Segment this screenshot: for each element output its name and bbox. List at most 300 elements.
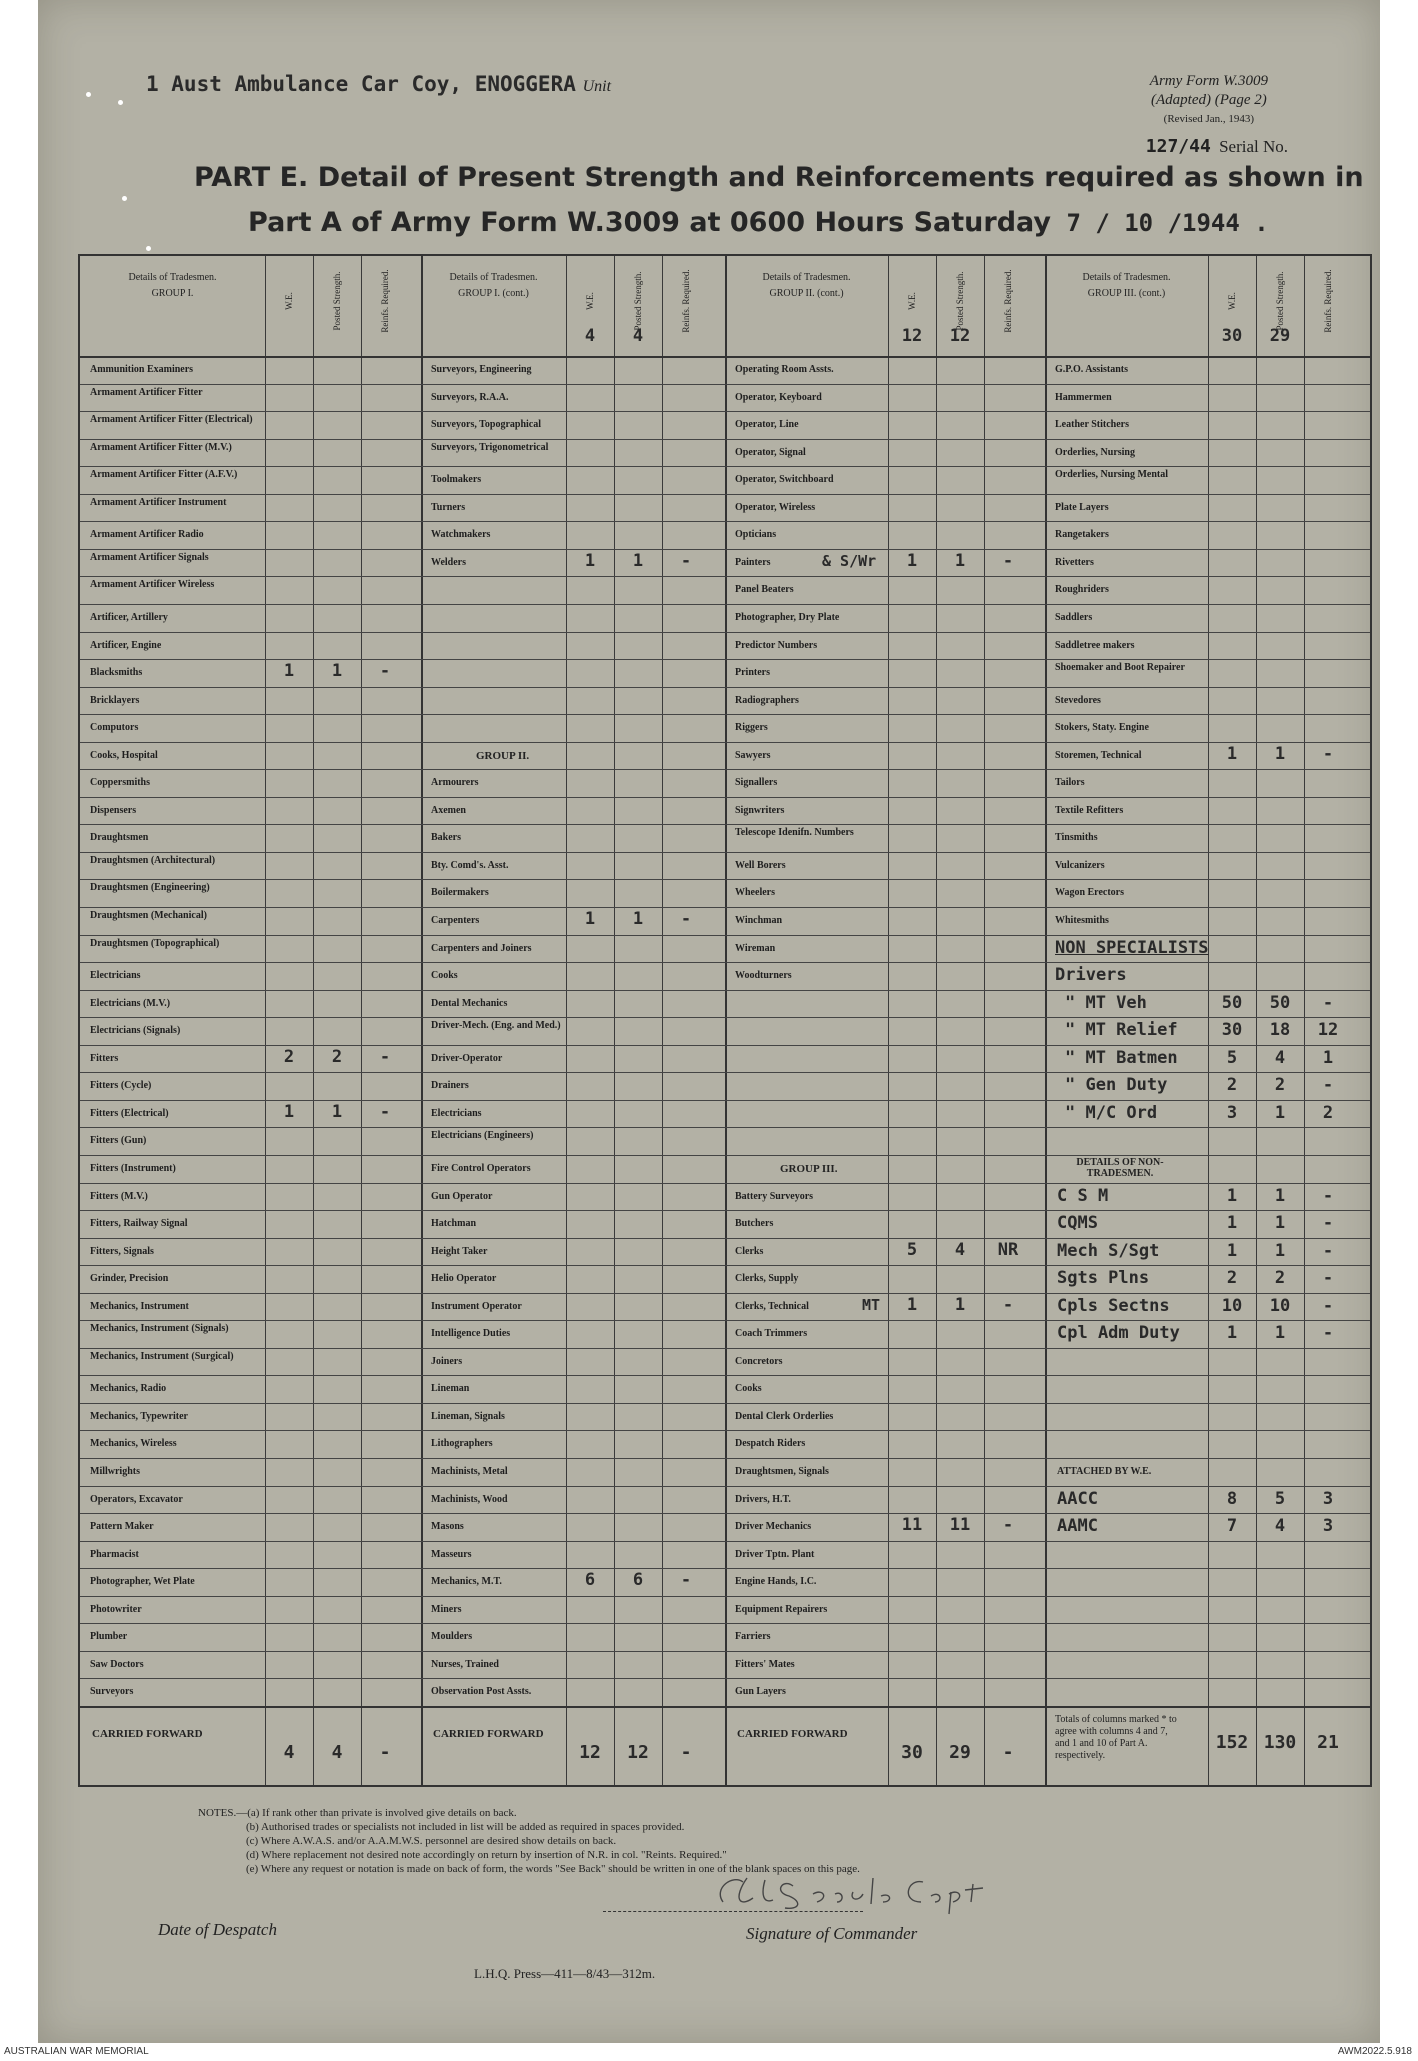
strength-value: 2 [283,1046,295,1067]
column-divider [1208,256,1209,1785]
group-heading: GROUP I. [151,288,194,299]
column-divider [265,256,266,1785]
trade-label: Grinder, Precision [90,1273,169,1285]
non-tradesman-label: Sgts Plns [1057,1268,1150,1289]
trade-label: Winchman [735,915,783,926]
trade-label: Computors [90,722,139,734]
strength-value: 3 [1322,1488,1334,1509]
trade-label: Drivers, H.T. [735,1493,791,1505]
trade-label: Nurses, Trained [431,1658,499,1670]
trade-label: Signallers [735,777,778,789]
row-rule [80,632,1370,633]
trade-label: Roughriders [1055,584,1109,596]
totals-note: Totals of columns marked * to agree with columns 4 and 7, and 1 and 10 of Part A. respectively. [1055,1713,1177,1761]
trade-label: Orderlies, Nursing [1055,446,1135,458]
row-rule [80,1238,1370,1239]
row-rule [80,521,1370,522]
trade-label: Whitesmiths [1055,915,1109,926]
trade-label: Photographer, Wet Plate [90,1576,195,1588]
trade-label: Lithographers [431,1438,493,1450]
row-rule [80,852,1370,853]
strength-value: 5 [1226,1047,1238,1068]
strength-value: 50 [1269,992,1291,1013]
trade-label: Masons [431,1521,464,1533]
row-rule [80,1458,1370,1459]
trade-label: Radiographers [735,694,799,706]
trade-label: Photographer, Dry Plate [735,611,840,623]
trade-label: Mechanics, Instrument (Surgical) [90,1350,234,1362]
group-heading: GROUP II. (cont.) [769,288,844,299]
trade-label: Turners [431,501,466,513]
row-rule [80,935,1370,936]
trade-label: Fitters (M.V.) [90,1190,148,1202]
strength-value: 1 [1226,743,1238,764]
trade-label: Tinsmiths [1055,832,1098,844]
trade-label: Driver Tptn. Plant [735,1548,815,1560]
trade-label: Stokers, Staty. Engine [1055,722,1149,734]
trade-label: Draughtsmen, Signals [735,1466,829,1477]
trade-label: Armament Artificer Fitter (M.V.) [90,441,232,453]
strength-value: 10 [1269,1295,1291,1316]
group-heading: GROUP III. (cont.) [1087,288,1166,299]
trade-label: Operators, Excavator [90,1493,183,1505]
trade-label: Joiners [431,1355,463,1367]
column-divider [313,256,314,1785]
column-we-header: W.E. [1227,292,1237,310]
row-rule [80,1403,1370,1404]
trade-label: Well Borers [735,859,786,871]
carried-forward-value: 12 [627,1741,649,1763]
trade-label: Rangetakers [1055,529,1109,541]
note-line: (e) Where any request or notation is made on back of form, the words "See Back" should be written in one of the blank spaces on this page. [246,1863,860,1875]
row-rule [80,384,1370,385]
trade-label: Bty. Comd's. Asst. [431,859,509,871]
trade-label: Welders [431,556,466,568]
trade-label: Armament Artificer Signals [90,551,209,563]
trade-label: Mechanics, Typewriter [90,1410,188,1422]
trade-label: Fitters [90,1052,119,1064]
group-heading: GROUP II. [476,749,530,762]
row-rule [80,604,1370,605]
trade-label: Draughtsmen (Topographical) [90,937,220,949]
column-reinfs-header: Reinfs. Required. [1323,269,1333,333]
row-rule [80,1651,1370,1652]
trade-label: Dental Clerk Orderlies [735,1410,834,1422]
row-rule [80,962,1370,963]
strength-value: 2 [1274,1075,1286,1096]
strength-value: 8 [1226,1488,1238,1509]
trade-label: Clerks, Technical [735,1300,809,1312]
strength-value: 1 [1226,1240,1238,1261]
row-rule [80,1348,1370,1349]
column-posted-header: Posted Strength. [955,271,965,331]
trade-label: Clerks, Supply [735,1273,799,1285]
commander-signature [703,1868,1003,1920]
strength-value: 30 [1221,1020,1243,1041]
trade-label: Blacksmiths [90,667,143,679]
strength-value: 4 [1274,1516,1286,1537]
strength-value: 5 [906,1239,918,1260]
serial-number [1146,136,1288,157]
strength-value: 1 [1274,1323,1286,1344]
column-we-header: W.E. [907,292,917,310]
column-divider [984,256,985,1785]
signature-of-commander-label: Signature of Commander [746,1924,918,1943]
trade-label: Intelligence Duties [431,1328,511,1340]
strength-value: 1 [1274,1185,1286,1206]
strength-value: 2 [1226,1075,1238,1096]
column-posted-header: Posted Strength. [332,271,342,331]
trade-label: Wagon Erectors [1055,887,1124,899]
trade-label: Armament Artificer Wireless [90,579,215,591]
non-tradesman-label: Mech S/Sgt [1057,1240,1160,1261]
row-rule [80,1210,1370,1211]
trade-label: Driver-Operator [431,1052,503,1064]
serial-value: 127/44 [1145,136,1211,157]
column-divider [936,256,937,1785]
trade-label: Wireman [735,942,776,954]
strength-value: NR [997,1239,1019,1260]
trade-label: Mechanics, Wireless [90,1438,177,1450]
typed-trade-label: " Gen Duty [1065,1075,1168,1096]
column-header [729,272,884,300]
trade-label: Electricians (M.V.) [90,997,171,1009]
strength-value: 1 [1274,1240,1286,1261]
carried-forward-value: 4 [283,1741,295,1763]
strength-value: 1 [954,550,966,571]
trade-label: Fitters (Instrument) [90,1162,176,1174]
typed-trade-label: " M/C Ord [1065,1102,1158,1123]
carried-forward-value: 4 [331,1741,343,1763]
trade-label: Operator, Line [735,419,799,431]
form-adapted: (Adapted) (Page 2) [1151,92,1267,108]
row-rule [80,1265,1370,1266]
details-of-tradesmen: Details of Tradesmen. [449,272,538,283]
group-heading: GROUP I. (cont.) [458,288,529,299]
column-we-header: W.E. [284,292,294,310]
strength-value: 50 [1221,992,1243,1013]
trade-label: Surveyors, Engineering [431,364,532,375]
typed-trade-label: " MT Relief [1065,1020,1178,1041]
carried-forward-value: 30 [901,1741,923,1763]
strength-value: 3 [1226,1102,1238,1123]
strength-value: 2 [1322,1102,1334,1123]
row-rule [80,1486,1370,1487]
row-rule [80,1100,1370,1101]
column-reinfs-header: Reinfs. Required. [1003,269,1013,333]
row-rule [80,1375,1370,1376]
trade-label: Draughtsmen [90,832,149,844]
row-rule [80,824,1370,825]
column-divider [614,256,615,1785]
trade-label: Millwrights [90,1466,140,1477]
column-reinfs-header: Reinfs. Required. [681,269,691,333]
trade-label: Axemen [431,804,466,816]
trade-label: Driver Mechanics [735,1521,812,1533]
carried-forward-value: 12 [579,1741,601,1763]
strength-value: - [1322,1295,1334,1316]
trade-label: Operator, Signal [735,446,806,458]
trade-label: Bakers [431,832,461,844]
strength-value: 1 [1274,1213,1286,1234]
trade-label: Fitters' Mates [735,1658,795,1670]
form-reference [1150,72,1268,129]
strength-value: 1 [906,1294,918,1315]
row-rule [80,1568,1370,1569]
handwritten-we-total: 12 [901,326,923,346]
attached-heading: ATTACHED BY W.E. [1057,1466,1152,1477]
handwritten-we-total: 30 [1221,326,1243,346]
trade-label: Operator, Switchboard [735,474,834,486]
column-divider [566,256,567,1785]
trade-label: Mechanics, Radio [90,1383,167,1395]
trade-label: Cooks [735,1383,762,1395]
trade-label: Drainers [431,1080,469,1092]
carried-forward-label: CARRIED FORWARD [92,1727,203,1740]
trade-label: Opticians [735,529,777,541]
row-rule [80,466,1370,467]
trade-label: Predictor Numbers [735,639,818,651]
row-rule [80,990,1370,991]
strength-value: - [379,1101,391,1122]
handwritten-posted-total: 4 [632,326,644,346]
note-line: NOTES.—(a) If rank other than private is involved give details on back. [198,1807,517,1819]
row-rule [80,1155,1370,1156]
trade-label: Butchers [735,1218,774,1230]
strength-value: - [1002,1294,1014,1315]
trade-label: Instrument Operator [431,1300,522,1312]
trade-label: Despatch Riders [735,1438,806,1450]
non-tradesman-label: C S M [1057,1185,1109,1206]
strength-value: 1 [1322,1047,1334,1068]
trade-label: Orderlies, Nursing Mental [1055,469,1169,481]
trade-label: Watchmakers [431,529,491,541]
trade-label: Draughtsmen (Mechanical) [90,910,207,921]
carried-forward-value: - [379,1741,391,1763]
trade-label: Carpenters and Joiners [431,942,532,954]
trade-label: Gun Operator [431,1190,493,1202]
trade-label: Printers [735,667,770,679]
trade-label: Machinists, Wood [431,1493,508,1505]
strength-table [78,254,1372,1787]
strength-value: 1 [1274,743,1286,764]
strength-value: - [1322,743,1334,764]
trade-label: Stevedores [1055,694,1101,706]
grand-total-value: 152 [1215,1731,1249,1753]
trade-label: Engine Hands, I.C. [735,1576,817,1588]
row-rule [80,1320,1370,1321]
trade-label: Telescope Idenifn. Numbers [735,827,854,839]
strength-value: - [680,1570,692,1591]
trade-label: Hammermen [1055,391,1112,403]
attached-label: AACC [1057,1488,1098,1509]
credit-left: AUSTRALIAN WAR MEMORIAL [4,2046,149,2057]
strength-value: 11 [901,1515,923,1536]
strength-value: 1 [584,909,596,929]
trade-label: Boilermakers [431,887,489,899]
handwritten-posted-total: 12 [949,326,971,346]
trade-label: Observation Post Assts. [431,1686,532,1698]
column-posted-header: Posted Strength. [633,271,643,331]
unit-name: 1 Aust Ambulance Car Coy, ENOGGERA [146,72,576,96]
trade-label: Plate Layers [1055,501,1109,513]
strength-value: - [1322,1268,1334,1289]
trade-label: Moulders [431,1631,473,1643]
strength-value: - [379,661,391,682]
trade-label: Draughtsmen (Engineering) [90,882,210,894]
trade-label: Driver-Mech. (Eng. and Med.) [431,1020,561,1032]
trade-label: Gun Layers [735,1686,786,1698]
typed-annotation: MT [862,1295,881,1314]
trade-label: Saw Doctors [90,1658,144,1670]
column-divider [725,256,727,1785]
row-rule [80,907,1370,908]
strength-value: - [1322,1075,1334,1096]
column-divider [1045,256,1047,1785]
strength-value: 1 [632,909,644,929]
trade-label: Painters [735,556,771,568]
trade-label: Fire Control Operators [431,1162,531,1174]
trade-label: Textile Refitters [1055,804,1124,816]
trade-label: Photowriter [90,1603,142,1615]
note-line: (b) Authorised trades or specialists not included in list will be added as required in spaces provided. [246,1821,685,1833]
column-divider [1304,256,1305,1785]
strength-value: 1 [331,1101,343,1122]
punch-hole [118,100,123,105]
trade-label: Height Taker [431,1245,488,1257]
trade-label: Vulcanizers [1055,859,1105,871]
strength-value: 4 [954,1239,966,1260]
unit-line [146,72,611,96]
strength-value: 4 [1274,1047,1286,1068]
trade-label: Riggers [735,722,768,734]
header-rule [80,356,1370,358]
trade-label: Fitters (Cycle) [90,1080,152,1092]
carried-forward-label: CARRIED FORWARD [433,1727,544,1740]
trade-label: Miners [431,1603,462,1615]
carried-forward-label: CARRIED FORWARD [737,1727,848,1740]
trade-label: Armament Artificer Fitter [90,386,203,398]
row-rule [80,1430,1370,1431]
column-header [1049,272,1204,300]
strength-value: - [1322,1240,1334,1261]
trade-label: Mechanics, M.T. [431,1576,502,1588]
column-header [84,272,261,300]
trade-label: Plumber [90,1631,128,1643]
trade-label: Surveyors, Trigonometrical [431,441,549,453]
trade-label: Saddlers [1055,611,1093,623]
row-rule [80,797,1370,798]
trade-label: Storemen, Technical [1055,749,1142,761]
row-rule [80,439,1370,440]
trade-label: Rivetters [1055,556,1094,568]
column-divider [421,256,423,1785]
trade-label: Pattern Maker [90,1521,154,1533]
punch-hole [146,246,151,251]
strength-value: 1 [331,661,343,682]
trade-label: Clerks [735,1245,764,1257]
typed-trade-label: " MT Batmen [1065,1047,1178,1068]
trade-label: Saddletree makers [1055,639,1135,651]
title-date: 7 / 10 /1944 . [1066,209,1269,237]
trade-label: Bricklayers [90,694,140,706]
trade-label: Masseurs [431,1548,472,1560]
grand-total-value: 130 [1263,1731,1297,1753]
row-rule [80,1045,1370,1046]
details-of-tradesmen: Details of Tradesmen. [1082,272,1171,283]
trade-label: Armament Artificer Radio [90,529,204,541]
strength-value: 1 [632,550,644,571]
trade-label: Armourers [431,777,479,789]
strength-value: 1 [1274,1102,1286,1123]
row-rule [80,1678,1370,1679]
column-posted-header: Posted Strength. [1275,271,1285,331]
trade-label: Equipment Repairers [735,1603,828,1615]
strength-value: - [680,550,692,571]
details-of-tradesmen: Details of Tradesmen. [762,272,851,283]
form-revised: (Revised Jan., 1943) [1163,113,1255,125]
row-rule [80,411,1370,412]
trade-label: Armament Artificer Fitter (Electrical) [90,414,253,426]
strength-value: - [1322,1323,1334,1344]
strength-value: - [1322,1213,1334,1234]
trade-label: Operator, Wireless [735,501,816,513]
trade-label: Armament Artificer Instrument [90,496,227,508]
strength-value: - [379,1046,391,1067]
strength-value: - [1322,992,1334,1013]
trade-label: Signwriters [735,804,785,816]
row-rule [80,769,1370,770]
trade-label: Wheelers [735,887,775,899]
form-name: Army Form W.3009 [1149,73,1268,89]
trade-label: Mechanics, Instrument (Signals) [90,1323,229,1335]
non-tradesman-label: Cpls Sectns [1057,1295,1170,1316]
strength-value: 1 [584,550,596,571]
date-of-despatch-label: Date of Despatch [158,1920,277,1939]
row-rule [80,1293,1370,1294]
trade-label: Cooks [431,970,458,982]
non-tradesmen-heading: DETAILS OF NON-TRADESMEN. [1076,1156,1164,1179]
strength-value: 12 [1317,1020,1339,1041]
trade-label: Artificer, Engine [90,639,162,651]
title-line2-text: Part A of Army Form W.3009 at 0600 Hours Saturday [248,207,1052,238]
trade-label: Woodturners [735,970,792,982]
trade-label: Fitters, Signals [90,1245,154,1257]
column-header [425,272,562,300]
trade-label: Hatchman [431,1218,476,1230]
column-we-header: W.E. [585,292,595,310]
credit-right: AWM2022.5.918 [1337,2046,1412,2057]
strength-value: 1 [283,1101,295,1122]
punch-hole [86,92,91,97]
typed-trade-label: NON SPECIALISTS [1055,937,1209,958]
row-rule [80,1183,1370,1184]
carried-forward-value: - [1002,1741,1014,1763]
trade-label: Operating Room Assts. [735,364,834,375]
trade-label: Armament Artificer Fitter (A.F.V.) [90,469,238,481]
row-rule [80,1541,1370,1542]
trade-label: Sawyers [735,749,771,761]
trade-label: Helio Operator [431,1273,497,1285]
details-of-tradesmen: Details of Tradesmen. [128,272,217,283]
trade-label: Tailors [1055,777,1085,789]
grand-total-value: 21 [1317,1731,1339,1753]
column-divider [662,256,663,1785]
strength-value: 2 [1226,1268,1238,1289]
trade-label: Fitters, Railway Signal [90,1218,188,1230]
trade-label: Ammunition Examiners [90,364,194,375]
column-divider [1256,256,1257,1785]
